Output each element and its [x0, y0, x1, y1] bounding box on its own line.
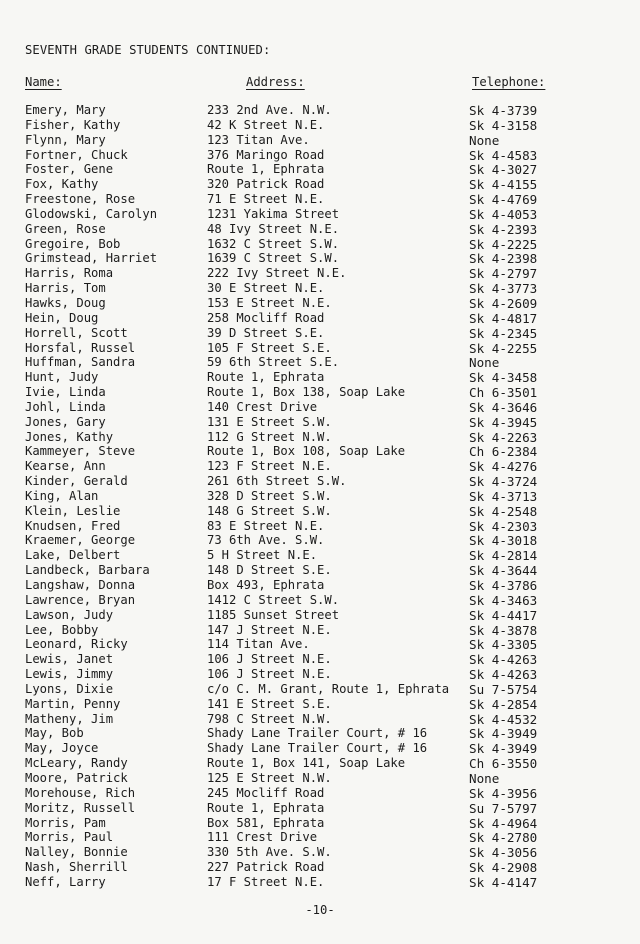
- student-address: 140 Crest Drive: [207, 399, 318, 414]
- student-name: Emery, Mary: [25, 103, 106, 117]
- student-name: Morris, Paul: [25, 830, 114, 845]
- student-telephone: Sk 4-2303: [469, 518, 538, 534]
- student-telephone: None: [469, 770, 500, 786]
- student-telephone: Sk 4-3786: [469, 578, 538, 593]
- student-address: Box 581, Ephrata: [207, 815, 325, 830]
- student-row: [0, 548, 640, 563]
- student-row: [0, 593, 640, 608]
- student-name: Flynn, Mary: [25, 132, 106, 147]
- student-telephone: Su 7-5797: [469, 800, 538, 816]
- student-address: 798 C Street N.W.: [207, 711, 332, 726]
- student-telephone: Sk 4-2908: [469, 860, 538, 876]
- student-telephone: Sk 4-3056: [469, 845, 538, 861]
- student-name: Lawrence, Bryan: [25, 592, 136, 607]
- student-row: [0, 192, 640, 207]
- student-name: Moritz, Russell: [25, 800, 136, 815]
- student-row: [0, 474, 640, 489]
- student-name: Lake, Delbert: [25, 548, 121, 563]
- student-row: [0, 697, 640, 712]
- student-row: [0, 385, 640, 400]
- student-row: [0, 370, 640, 385]
- student-address: Route 1, Ephrata: [207, 370, 325, 385]
- student-address: 30 E Street N.E.: [207, 281, 325, 296]
- student-row: [0, 771, 640, 786]
- student-telephone: Sk 4-3956: [469, 785, 538, 801]
- student-name: Klein, Leslie: [25, 503, 121, 518]
- student-address: 261 6th Street S.W.: [207, 474, 347, 489]
- student-address: 105 F Street S.E.: [207, 340, 332, 355]
- student-row: [0, 860, 640, 875]
- student-telephone: Sk 4-2225: [469, 236, 538, 252]
- student-row: [0, 712, 640, 727]
- student-telephone: Ch 6-3550: [469, 756, 538, 772]
- student-address: 328 D Street S.W.: [207, 488, 332, 503]
- student-row: [0, 741, 640, 756]
- student-address: 147 J Street N.E.: [207, 622, 332, 637]
- student-address: 1632 C Street S.W.: [207, 236, 340, 251]
- student-telephone: Sk 4-3644: [469, 563, 538, 579]
- student-name: Horrell, Scott: [25, 325, 128, 340]
- student-address: 1639 C Street S.W.: [207, 251, 340, 266]
- student-address: 227 Patrick Road: [207, 860, 325, 875]
- student-telephone: Sk 4-4155: [469, 177, 538, 193]
- student-address: 106 J Street N.E.: [207, 652, 332, 667]
- student-telephone: Sk 4-4147: [469, 874, 538, 890]
- student-telephone: Sk 4-4263: [469, 667, 538, 683]
- student-row: [0, 563, 640, 578]
- student-name: Hunt, Judy: [25, 370, 99, 385]
- student-row: [0, 415, 640, 430]
- student-address: 71 E Street N.E.: [207, 192, 325, 207]
- student-telephone: Sk 4-3878: [469, 622, 538, 638]
- student-name: Gregoire, Bob: [25, 236, 121, 251]
- student-name: Ivie, Linda: [25, 385, 106, 400]
- student-name: Horsfal, Russel: [25, 340, 136, 355]
- student-row: [0, 459, 640, 474]
- student-telephone: Sk 4-2393: [469, 221, 538, 237]
- student-address: Shady Lane Trailer Court, # 16: [207, 741, 428, 756]
- student-row: [0, 816, 640, 831]
- student-name: Landbeck, Barbara: [25, 563, 150, 578]
- student-name: Huffman, Sandra: [25, 355, 136, 370]
- student-name: May, Bob: [25, 726, 84, 741]
- student-address: 59 6th Street S.E.: [207, 355, 340, 370]
- student-name: Langshaw, Donna: [25, 578, 136, 592]
- student-row: [0, 355, 640, 370]
- student-telephone: Sk 4-3713: [469, 488, 538, 504]
- student-telephone: Sk 4-3724: [469, 474, 538, 490]
- student-name: Lyons, Dixie: [25, 681, 114, 696]
- student-row: [0, 251, 640, 266]
- student-row: [0, 311, 640, 326]
- student-row: [0, 726, 640, 741]
- student-telephone: Sk 4-3018: [469, 533, 538, 549]
- student-telephone: Sk 4-3463: [469, 592, 538, 608]
- student-name: Lewis, Jimmy: [25, 667, 114, 682]
- student-address: 48 Ivy Street N.E.: [207, 221, 340, 236]
- student-row: [0, 533, 640, 548]
- page-heading: SEVENTH GRADE STUDENTS CONTINUED:: [25, 43, 271, 57]
- student-address: 1231 Yakima Street: [207, 206, 340, 221]
- student-telephone: Sk 4-2263: [469, 429, 538, 445]
- student-address: Route 1, Box 108, Soap Lake: [207, 444, 406, 459]
- student-name: Jones, Gary: [25, 414, 106, 429]
- student-telephone: Sk 4-2797: [469, 266, 538, 282]
- student-name: Fox, Kathy: [25, 177, 99, 192]
- student-row: [0, 237, 640, 252]
- student-row: [0, 519, 640, 534]
- student-telephone: Sk 4-3949: [469, 726, 538, 742]
- student-name: Harris, Tom: [25, 281, 106, 296]
- student-address: 330 5th Ave. S.W.: [207, 845, 332, 860]
- student-row: [0, 177, 640, 192]
- student-name: Knudsen, Fred: [25, 518, 121, 533]
- student-address: 1412 C Street S.W.: [207, 592, 340, 607]
- student-address: 106 J Street N.E.: [207, 667, 332, 682]
- student-row: [0, 162, 640, 177]
- student-address: 245 Mocliff Road: [207, 785, 325, 800]
- student-row: [0, 341, 640, 356]
- student-name: Lawson, Judy: [25, 607, 114, 622]
- student-telephone: Sk 4-4964: [469, 815, 538, 831]
- student-address: 131 E Street S.W.: [207, 414, 332, 429]
- student-row: [0, 489, 640, 504]
- student-address: 5 H Street N.E.: [207, 548, 318, 563]
- student-name: Glodowski, Carolyn: [25, 206, 158, 221]
- student-telephone: Sk 4-2548: [469, 503, 538, 519]
- student-name: Green, Rose: [25, 221, 106, 236]
- student-address: Shady Lane Trailer Court, # 16: [207, 726, 428, 741]
- student-row: [0, 830, 640, 845]
- student-telephone: Sk 4-4276: [469, 459, 538, 475]
- student-address: 320 Patrick Road: [207, 177, 325, 192]
- student-address: c/o C. M. Grant, Route 1, Ephrata: [207, 681, 450, 696]
- student-telephone: Sk 4-3646: [469, 399, 538, 415]
- student-row: [0, 103, 640, 118]
- student-name: Neff, Larry: [25, 874, 106, 889]
- student-address: 258 Mocliff Road: [207, 310, 325, 325]
- student-address: 42 K Street N.E.: [207, 117, 325, 132]
- student-address: Route 1, Ephrata: [207, 162, 325, 177]
- student-telephone: Sk 4-3027: [469, 162, 538, 178]
- student-address: Route 1, Box 141, Soap Lake: [207, 756, 406, 771]
- student-telephone: Sk 4-4583: [469, 147, 538, 163]
- student-row: [0, 207, 640, 222]
- student-row: [0, 845, 640, 860]
- student-name: Morehouse, Rich: [25, 785, 136, 800]
- student-telephone: Sk 4-4769: [469, 192, 538, 208]
- student-name: Kammeyer, Steve: [25, 444, 136, 459]
- student-telephone: Sk 4-3945: [469, 414, 538, 430]
- student-name: Johl, Linda: [25, 399, 106, 414]
- student-telephone: Sk 4-3305: [469, 637, 538, 653]
- student-row: [0, 281, 640, 296]
- student-address: 148 D Street S.E.: [207, 563, 332, 578]
- student-row: [0, 444, 640, 459]
- student-address: 83 E Street N.E.: [207, 518, 325, 533]
- student-address: 73 6th Ave. S.W.: [207, 533, 325, 548]
- student-row: [0, 296, 640, 311]
- student-telephone: Sk 4-3158: [469, 117, 538, 133]
- student-telephone: Ch 6-2384: [469, 444, 538, 460]
- student-name: May, Joyce: [25, 741, 99, 756]
- student-row: [0, 682, 640, 697]
- student-telephone: None: [469, 132, 500, 148]
- student-row: [0, 608, 640, 623]
- student-name: Lee, Bobby: [25, 622, 99, 637]
- student-telephone: Sk 4-3739: [469, 103, 538, 118]
- student-name: Jones, Kathy: [25, 429, 114, 444]
- student-name: Kearse, Ann: [25, 459, 106, 474]
- student-name: Matheny, Jim: [25, 711, 114, 726]
- student-row: [0, 504, 640, 519]
- student-row: [0, 667, 640, 682]
- student-name: Fortner, Chuck: [25, 147, 128, 162]
- student-list: [0, 103, 640, 890]
- student-telephone: None: [469, 355, 500, 371]
- student-row: [0, 266, 640, 281]
- student-name: Freestone, Rose: [25, 192, 136, 207]
- student-row: [0, 756, 640, 771]
- student-name: Martin, Penny: [25, 696, 121, 711]
- student-telephone: Ch 6-3501: [469, 385, 538, 401]
- student-name: Nalley, Bonnie: [25, 845, 128, 860]
- student-name: Hein, Doug: [25, 310, 99, 325]
- student-name: Kinder, Gerald: [25, 474, 128, 489]
- student-address: 1185 Sunset Street: [207, 607, 340, 622]
- student-row: [0, 400, 640, 415]
- student-name: Leonard, Ricky: [25, 637, 128, 652]
- student-row: [0, 222, 640, 237]
- student-name: Moore, Patrick: [25, 770, 128, 785]
- student-address: Route 1, Ephrata: [207, 800, 325, 815]
- student-row: [0, 326, 640, 341]
- student-address: Route 1, Box 138, Soap Lake: [207, 385, 406, 400]
- student-name: Morris, Pam: [25, 815, 106, 830]
- student-name: Harris, Roma: [25, 266, 114, 281]
- student-telephone: Sk 4-3458: [469, 370, 538, 386]
- student-telephone: Sk 4-2398: [469, 251, 538, 267]
- student-telephone: Sk 4-2609: [469, 295, 538, 311]
- student-address: Box 493, Ephrata: [207, 578, 325, 592]
- column-header-address: Address:: [246, 75, 305, 89]
- student-address: 233 2nd Ave. N.W.: [207, 103, 332, 117]
- student-row: [0, 875, 640, 890]
- student-telephone: Sk 4-2814: [469, 548, 538, 564]
- student-name: Kraemer, George: [25, 533, 136, 548]
- student-address: 17 F Street N.E.: [207, 874, 325, 889]
- student-telephone: Sk 4-4417: [469, 607, 538, 623]
- student-row: [0, 578, 640, 593]
- student-address: 376 Maringo Road: [207, 147, 325, 162]
- column-header-name: Name:: [25, 75, 62, 89]
- student-name: McLeary, Randy: [25, 756, 128, 771]
- student-telephone: Sk 4-3773: [469, 281, 538, 297]
- student-address: 111 Crest Drive: [207, 830, 318, 845]
- student-telephone: Sk 4-2345: [469, 325, 538, 341]
- student-row: [0, 148, 640, 163]
- student-row: [0, 786, 640, 801]
- student-telephone: Sk 4-3949: [469, 741, 538, 757]
- page-number: -10-: [305, 903, 335, 917]
- student-name: King, Alan: [25, 488, 99, 503]
- column-header-telephone: Telephone:: [472, 75, 546, 89]
- student-name: Fisher, Kathy: [25, 117, 121, 132]
- student-address: 39 D Street S.E.: [207, 325, 325, 340]
- student-address: 125 E Street N.W.: [207, 770, 332, 785]
- student-telephone: Sk 4-2780: [469, 830, 538, 846]
- student-name: Grimstead, Harriet: [25, 251, 158, 266]
- student-name: Nash, Sherrill: [25, 860, 128, 875]
- student-telephone: Sk 4-2255: [469, 340, 538, 356]
- student-address: 123 Titan Ave.: [207, 132, 310, 147]
- student-address: 114 Titan Ave.: [207, 637, 310, 652]
- student-address: 222 Ivy Street N.E.: [207, 266, 347, 281]
- student-row: [0, 652, 640, 667]
- student-address: 112 G Street N.W.: [207, 429, 332, 444]
- student-telephone: Su 7-5754: [469, 681, 538, 697]
- student-name: Lewis, Janet: [25, 652, 114, 667]
- student-telephone: Sk 4-2854: [469, 696, 538, 712]
- student-address: 148 G Street S.W.: [207, 503, 332, 518]
- student-telephone: Sk 4-4053: [469, 206, 538, 222]
- student-row: [0, 623, 640, 638]
- student-telephone: Sk 4-4817: [469, 310, 538, 326]
- student-address: 153 E Street N.E.: [207, 295, 332, 310]
- student-address: 141 E Street S.E.: [207, 696, 332, 711]
- student-telephone: Sk 4-4532: [469, 711, 538, 727]
- student-telephone: Sk 4-4263: [469, 652, 538, 668]
- student-row: [0, 118, 640, 133]
- student-row: [0, 430, 640, 445]
- student-row: [0, 637, 640, 652]
- student-row: [0, 133, 640, 148]
- student-row: [0, 801, 640, 816]
- student-name: Foster, Gene: [25, 162, 114, 177]
- student-name: Hawks, Doug: [25, 295, 106, 310]
- student-address: 123 F Street N.E.: [207, 459, 332, 474]
